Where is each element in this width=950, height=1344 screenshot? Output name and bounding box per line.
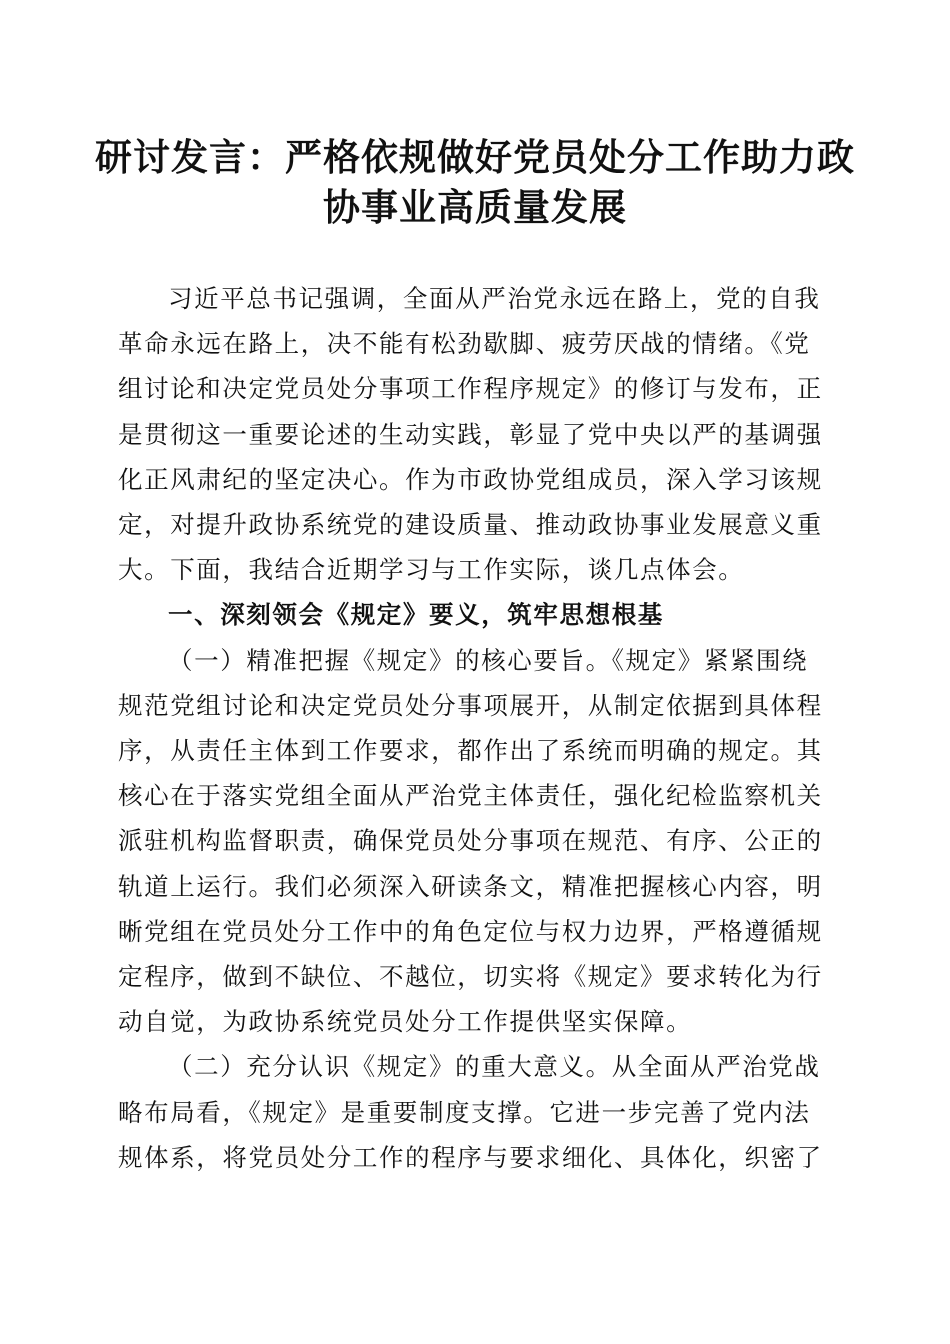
text-line: 核心在于落实党组全面从严治党主体责任，强化纪检监察机关: [118, 781, 823, 811]
text-line: 派驻机构监督职责，确保党员处分事项在规范、有序、公正的: [118, 826, 823, 856]
subsection-paragraph-1: [118, 638, 830, 1045]
text-line: 定，对提升政协系统党的建设质量、推动政协事业发展意义重: [118, 510, 823, 540]
text-line: 习近平总书记强调，全面从严治党永远在路上，党的自我: [168, 284, 821, 313]
text-line: 大。下面，我结合近期学习与工作实际，谈几点体会。: [118, 555, 745, 585]
text-line: （一）精准把握《规定》的核心要旨。《规定》紧紧围绕: [168, 645, 809, 675]
text-line: 化正风肃纪的坚定决心。作为市政协党组成员，深入学习该规: [118, 464, 823, 494]
document-body: [118, 276, 830, 1180]
subsection-paragraph-2: [118, 1044, 830, 1180]
text-line: 组讨论和决定党员处分事项工作程序规定》的修订与发布，正: [118, 374, 823, 404]
document-title: [95, 132, 855, 232]
text-line: 序，从责任主体到工作要求，都作出了系统而明确的规定。其: [118, 736, 823, 766]
text-line: 动自觉，为政协系统党员处分工作提供坚实保障。: [118, 1007, 693, 1037]
text-line: 晰党组在党员处分工作中的角色定位与权力边界，严格遵循规: [118, 916, 823, 946]
text-line: 是贯彻这一重要论述的生动实践，彰显了党中央以严的基调强: [118, 419, 823, 449]
section-heading-1: 一、深刻领会《规定》要义，筑牢思想根基: [168, 600, 664, 630]
text-line: （二）充分认识《规定》的重大意义。从全面从严治党战: [168, 1052, 821, 1082]
title-line-1: 研讨发言：严格依规做好党员处分工作助力政: [95, 135, 855, 179]
text-line: 定程序，做到不缺位、不越位，切实将《规定》要求转化为行: [118, 962, 823, 992]
intro-paragraph: [118, 276, 830, 592]
text-line: 轨道上运行。我们必须深入研读条文，精准把握核心内容，明: [118, 871, 823, 901]
text-line: 规范党组讨论和决定党员处分事项展开，从制定依据到具体程: [118, 690, 823, 720]
text-line: 略布局看，《规定》是重要制度支撑。它进一步完善了党内法: [118, 1097, 811, 1127]
title-line-2: 协事业高质量发展: [323, 185, 627, 229]
text-line: 革命永远在路上，决不能有松劲歇脚、疲劳厌战的情绪。《党: [118, 329, 811, 359]
text-line: 规体系，将党员处分工作的程序与要求细化、具体化，织密了: [118, 1142, 823, 1172]
